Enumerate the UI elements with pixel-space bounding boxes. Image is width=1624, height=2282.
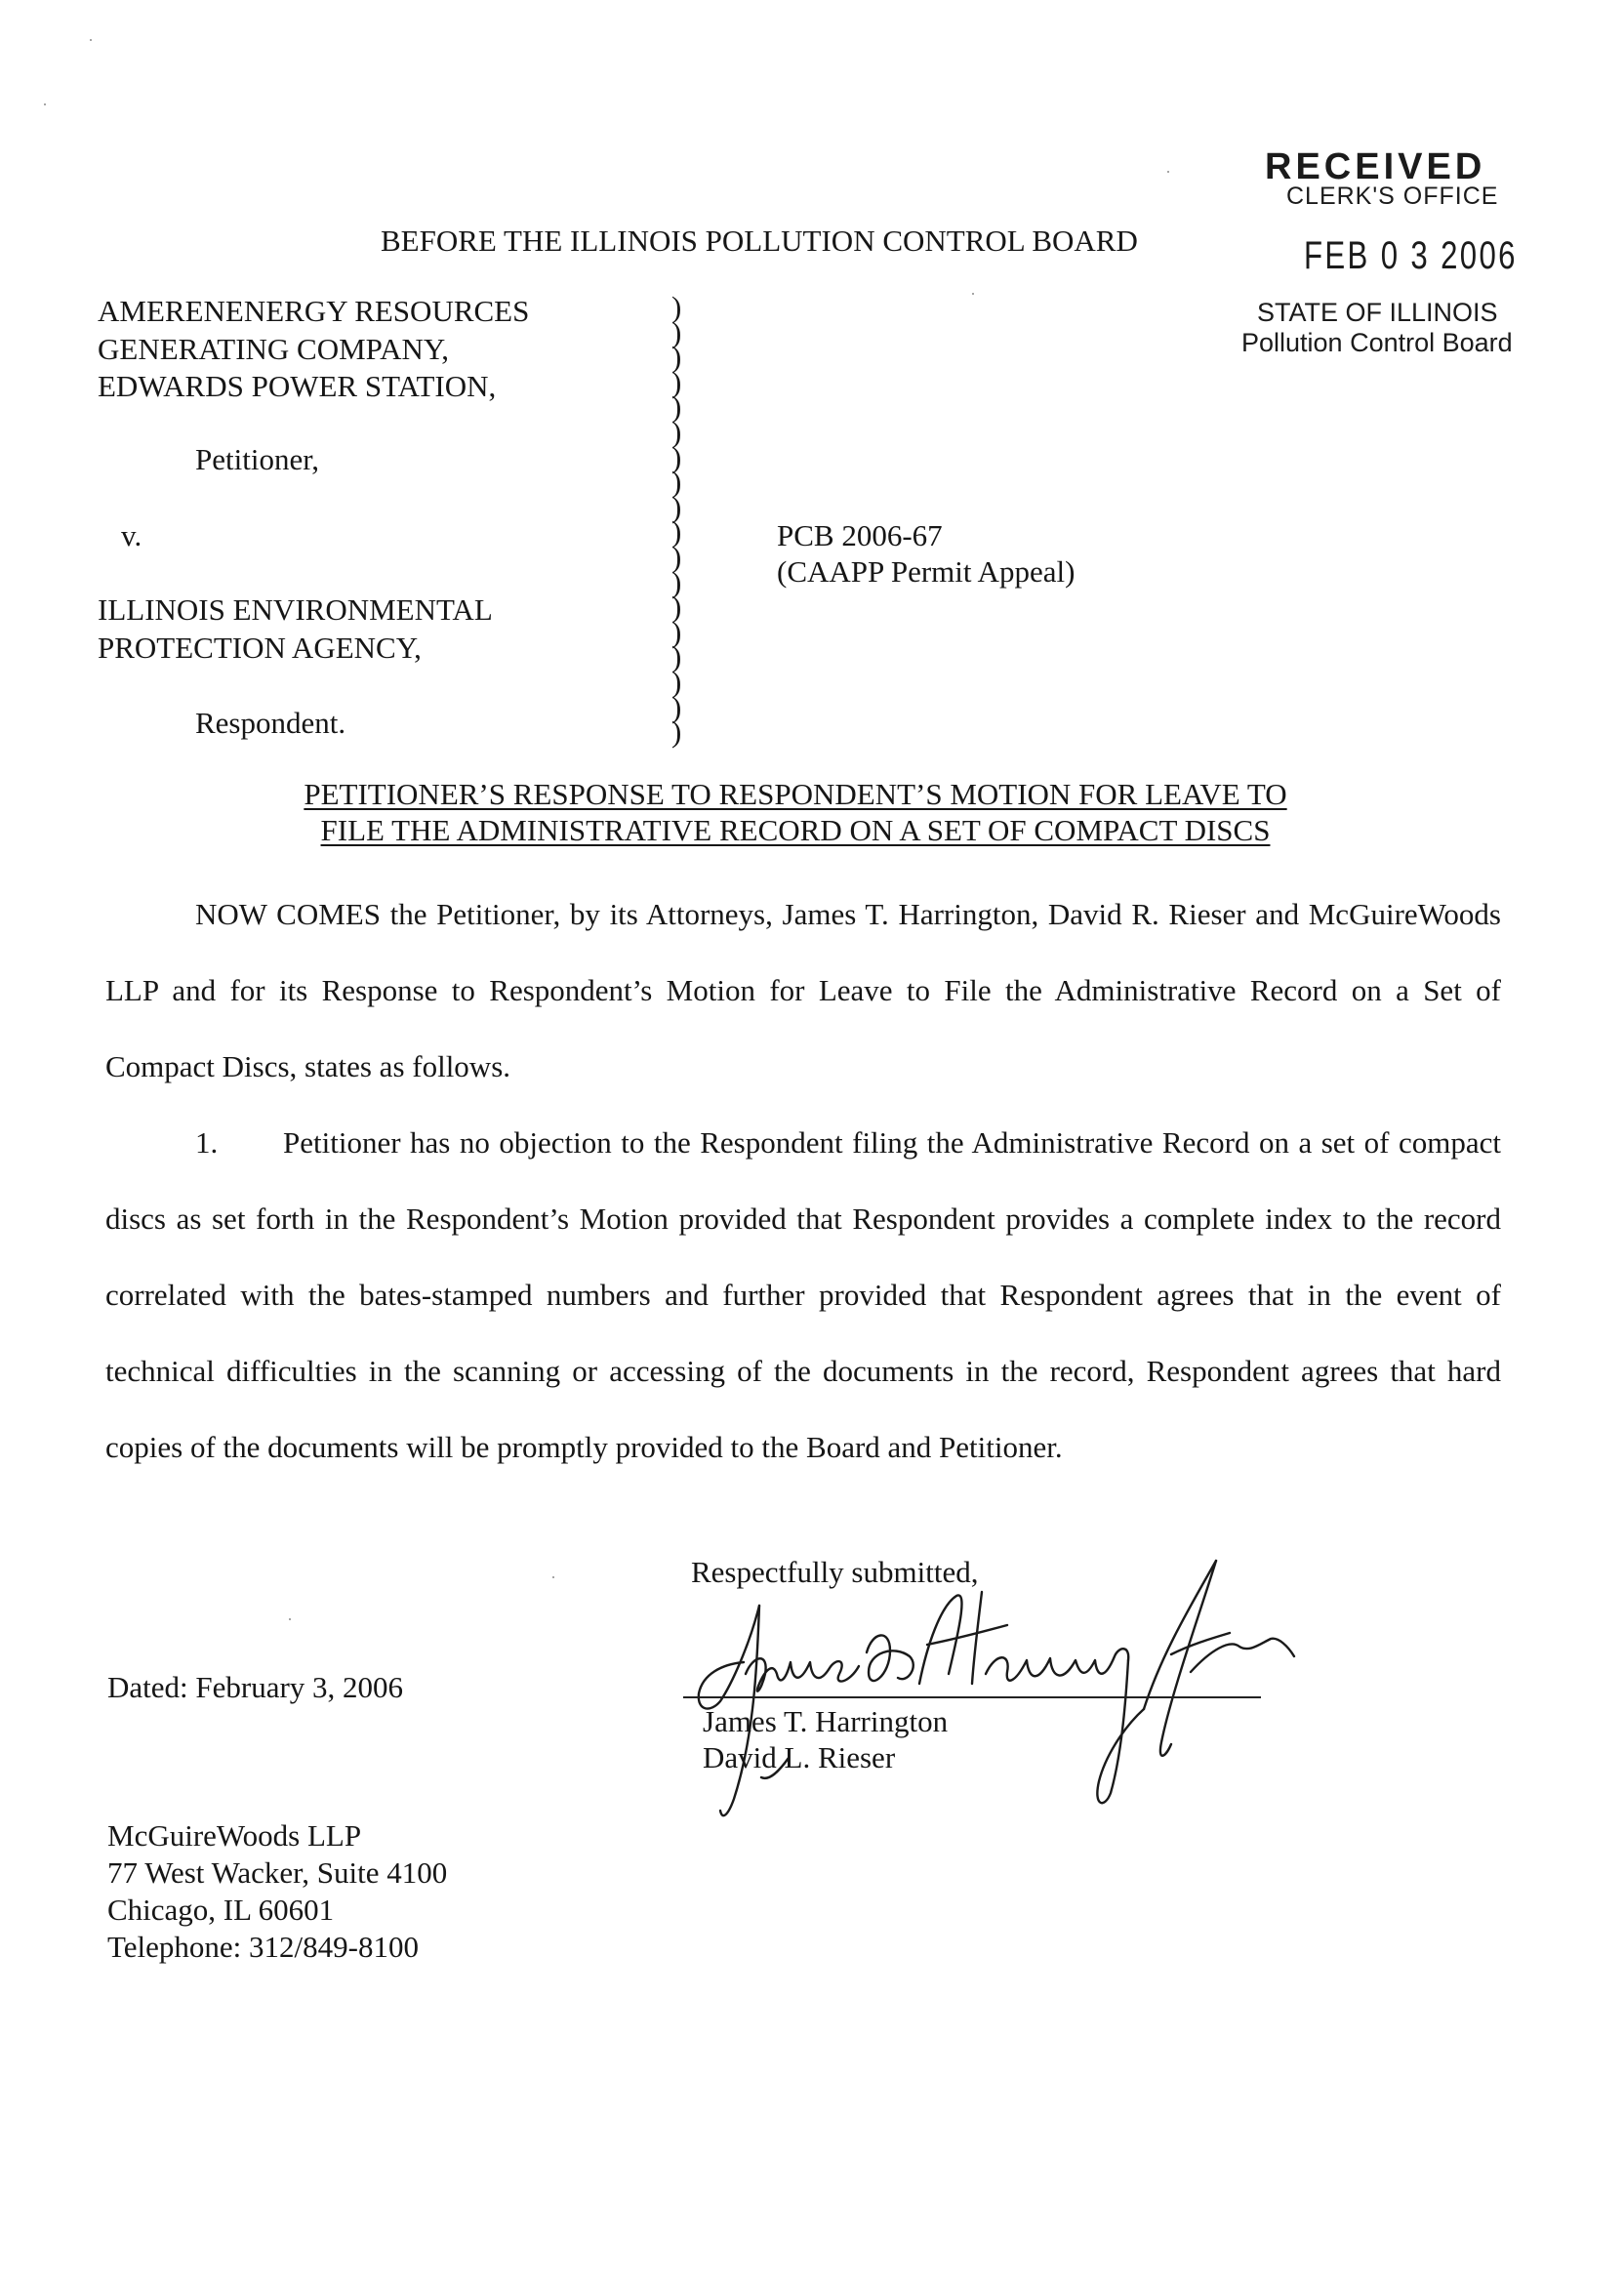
signature-line bbox=[683, 1696, 1261, 1698]
numbered-paragraph bbox=[105, 1105, 1501, 1486]
respondent-line: PROTECTION AGENCY, bbox=[98, 630, 422, 665]
dated: Dated: February 3, 2006 bbox=[107, 1670, 404, 1704]
signer-2: David L. Rieser bbox=[703, 1740, 896, 1774]
intro-text: NOW COMES the Petitioner, by its Attorneys, James T. Harrington, David R. Rieser and McGuireWoods LLP and for its Response to Respondent’s Motion for Leave to File the Administrative Record on a Set of Compact Discs, states as follows. bbox=[105, 897, 1501, 1083]
firm-name: McGuireWoods LLP bbox=[107, 1818, 362, 1853]
scan-speck bbox=[552, 1576, 554, 1578]
firm-address: 77 West Wacker, Suite 4100 bbox=[107, 1855, 448, 1890]
stamp-received: RECEIVED bbox=[1265, 146, 1486, 187]
respondent-line: ILLINOIS ENVIRONMENTAL bbox=[98, 592, 493, 627]
case-type: (CAAPP Permit Appeal) bbox=[777, 554, 1076, 589]
scan-speck bbox=[972, 293, 974, 295]
item-text: Petitioner has no objection to the Respondent filing the Administrative Record on a set of compact discs as set forth in the Respondent’s Motion provided that Respondent provides a complete index to the record correlated with the bates-stamped numbers and further provided that Respondent agrees that in the event of technical difficulties in the scanning or accessing of the documents in the record, Respondent agrees that hard copies of the documents will be promptly provided to the Board and Petitioner. bbox=[105, 1125, 1501, 1464]
stamp-state: STATE OF ILLINOIS bbox=[1257, 298, 1498, 327]
stamp-board: Pollution Control Board bbox=[1241, 328, 1513, 357]
firm-city: Chicago, IL 60601 bbox=[107, 1893, 335, 1927]
scan-speck bbox=[1167, 171, 1169, 173]
versus: v. bbox=[121, 518, 142, 552]
document-title-line-2: FILE THE ADMINISTRATIVE RECORD ON A SET OF COMPACT DISCS bbox=[320, 813, 1271, 847]
petitioner-role: Petitioner, bbox=[195, 442, 320, 476]
caption-parentheses: ) ) ) ) ) ) ) ) ) ) ) ) ) ) ) ) ) ) bbox=[671, 290, 682, 750]
intro-paragraph bbox=[105, 876, 1501, 1105]
petitioner-line: EDWARDS POWER STATION, bbox=[98, 369, 497, 403]
scan-speck bbox=[44, 103, 46, 105]
case-number: PCB 2006-67 bbox=[777, 518, 943, 552]
item-number: 1. bbox=[195, 1125, 219, 1160]
scan-speck bbox=[289, 1618, 291, 1620]
petitioner-line: GENERATING COMPANY, bbox=[98, 331, 449, 366]
respondent-role: Respondent. bbox=[195, 706, 346, 740]
scan-speck bbox=[90, 39, 92, 41]
petitioner-name bbox=[98, 293, 529, 406]
petitioner-line: AMERENENERGY RESOURCES bbox=[98, 294, 530, 328]
firm-phone: Telephone: 312/849-8100 bbox=[107, 1930, 419, 1964]
stamp-date: FEB 0 3 2006 bbox=[1304, 234, 1518, 277]
stamp-clerks-office: CLERK'S OFFICE bbox=[1286, 183, 1499, 210]
document-title-line-1: PETITIONER’S RESPONSE TO RESPONDENT’S MOTION FOR LEAVE TO bbox=[304, 777, 1287, 811]
respectfully-submitted: Respectfully submitted, bbox=[691, 1555, 979, 1589]
signer-1: James T. Harrington bbox=[703, 1704, 949, 1738]
court-header: BEFORE THE ILLINOIS POLLUTION CONTROL BOARD bbox=[381, 224, 1138, 258]
respondent-name bbox=[98, 591, 493, 667]
